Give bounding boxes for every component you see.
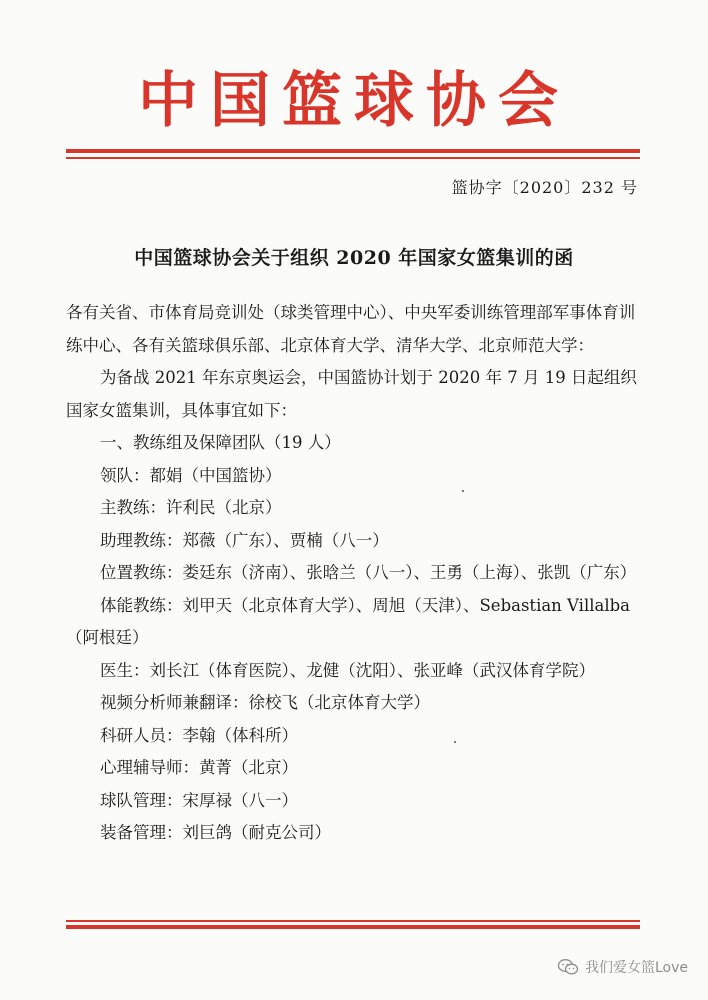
staff-line: 心理辅导师：黄菁（北京）: [100, 758, 298, 777]
document-number: 篮协字〔2020〕232 号: [451, 178, 638, 197]
staff-line: 领队：都娟（中国篮协）: [100, 465, 282, 485]
staff-line: 主教练：许利民（北京）: [100, 498, 282, 517]
staff-line: 体能教练：刘甲天（北京体育大学）、周旭（天津）、Sebastian Villalba（阿根廷）: [66, 595, 631, 647]
letterhead-title: 中国篮球协会: [138, 66, 570, 136]
letterhead-rule-thick: [66, 149, 640, 153]
footer-rule-thin: [66, 920, 640, 922]
staff-line: 球队管理：宋厚禄（八一）: [100, 790, 298, 810]
recipients-paragraph: 各有关省、市体育局竞训处（球类管理中心）、中央军委训练管理部军事体育训练中心、各有关篮球俱乐部、北京体育大学、清华大学、北京师范大学：: [66, 303, 636, 355]
wechat-icon: [557, 958, 579, 976]
staff-line: 视频分析师兼翻译：徐校飞（北京体育大学）: [100, 693, 430, 712]
letterhead-rule-thin: [66, 157, 640, 159]
section-heading: 一、教练组及保障团队（19 人）: [100, 433, 341, 452]
staff-line: 科研人员：李翰（体科所）: [100, 725, 298, 745]
staff-line: 医生：刘长江（体育医院）、龙健（沈阳）、张亚峰（武汉体育学院）: [100, 660, 595, 680]
watermark-text: 我们爱女篮Love: [584, 960, 688, 976]
footer-rule-thick: [66, 925, 640, 929]
watermark: [557, 957, 688, 977]
staff-line: 助理教练：郑薇（广东）、贾楠（八一）: [100, 530, 389, 550]
staff-line: 位置教练：娄廷东（济南）、张晗兰（八一）、王勇（上海）、张凯（广东）: [100, 563, 637, 582]
intro-paragraph: 为备战 2021 年东京奥运会，中国篮协计划于 2020 年 7 月 19 日起组织国家女篮集训，具体事宜如下：: [66, 368, 637, 420]
staff-line: 装备管理：刘巨鸽（耐克公司）: [100, 823, 331, 842]
scan-speck: [462, 490, 464, 492]
scan-speck: [454, 741, 456, 743]
document-title: 中国篮球协会关于组织 2020 年国家女篮集训的函: [134, 247, 574, 269]
document-body: [66, 297, 642, 850]
